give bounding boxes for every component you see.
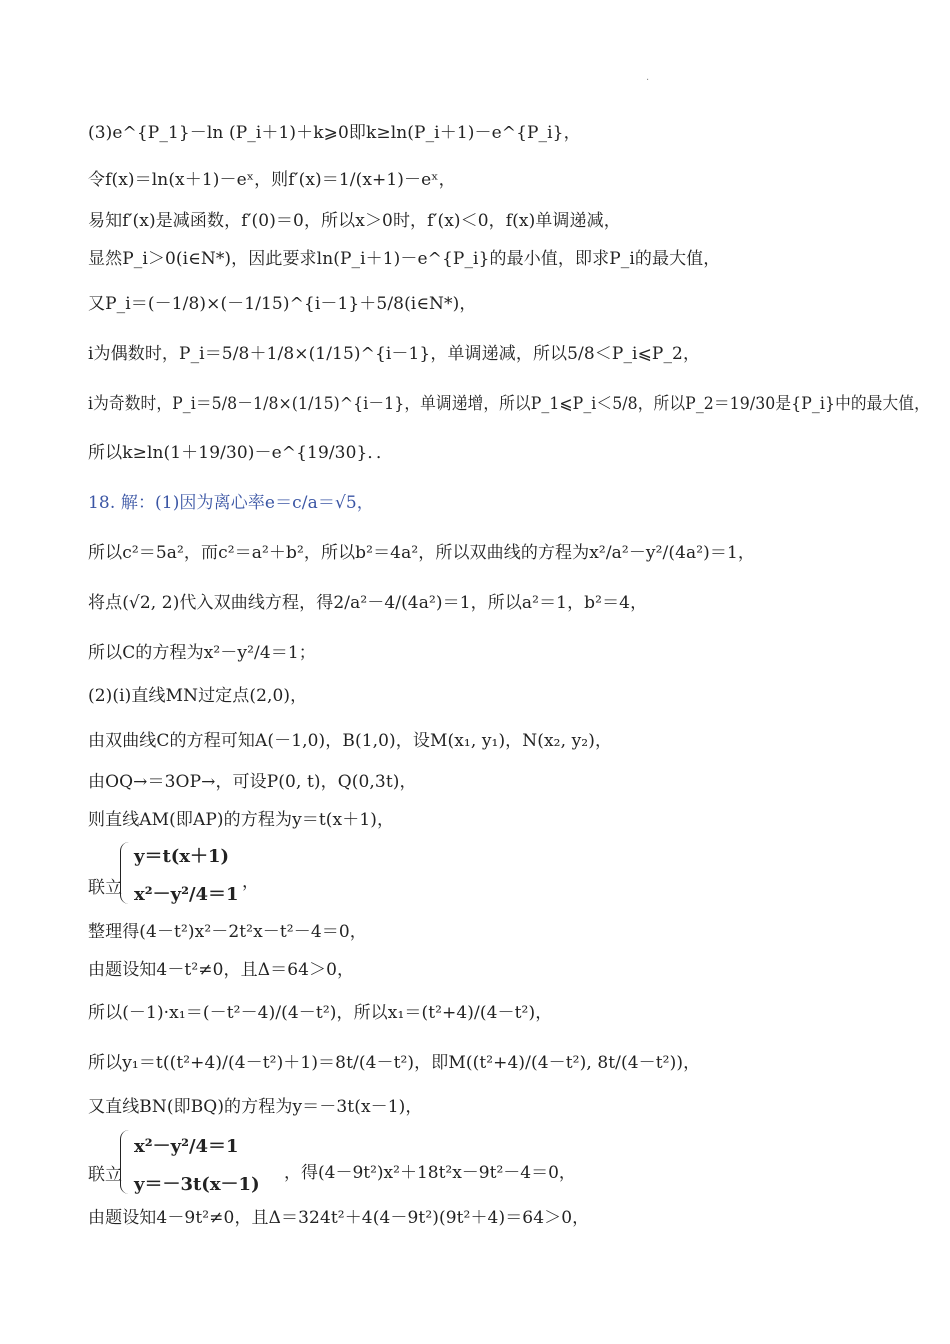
text-line: 整理得(4－t²)x²－2t²x－t²－4＝0， <box>88 922 367 942</box>
text-line: 由题设知4－9t²≠0，且Δ＝324t²＋4(4－9t²)(9t²＋4)＝64＞0， <box>88 1208 590 1228</box>
text-line: 则直线AM(即AP)的方程为y＝t(x＋1)， <box>88 810 395 830</box>
header-dot: . <box>646 72 650 83</box>
problem-18-heading: 18. 解：(1)因为离心率e＝c/a＝√5， <box>88 493 374 513</box>
text-line: 易知f′(x)是减函数，f′(0)＝0，所以x＞0时，f′(x)＜0，f(x)单调递减， <box>88 211 621 231</box>
text-line: 所以k≥ln(1＋19/30)－e^{19/30}．． <box>88 443 394 463</box>
text-line: 显然P_i＞0(i∈N*)，因此要求ln(P_i＋1)－e^{P_i}的最小值，即求P_i的最大值， <box>88 249 721 269</box>
system-tail: ，得(4－9t²)x²＋18t²x－9t²－4＝0， <box>284 1163 576 1183</box>
text-line: 由OQ→＝3OP→，可设P(0, t)，Q(0,3t)， <box>88 772 417 792</box>
system-label: 联立 <box>88 878 122 898</box>
text-line: (2)(i)直线MN过定点(2,0)， <box>88 686 308 706</box>
system-tail: ， <box>242 872 259 892</box>
left-brace <box>120 842 135 904</box>
text-line: i为偶数时，P_i＝5/8＋1/8×(1/15)^{i－1}，单调递减，所以5/8＜P_i⩽P_2， <box>88 344 701 364</box>
text-line: 所以C的方程为x²－y²/4＝1； <box>88 643 316 663</box>
text-line: 又P_i＝(－1/8)×(－1/15)^{i－1}＋5/8(i∈N*)， <box>88 294 477 314</box>
text-line: 所以(－1)·x₁＝(－t²－4)/(4－t²)，所以x₁＝(t²+4)/(4－t²)， <box>88 1003 553 1023</box>
text-line: 所以c²＝5a²，而c²＝a²＋b²，所以b²＝4a²，所以双曲线的方程为x²/a²－y²/(4a²)＝1， <box>88 543 756 563</box>
text-line: 由题设知4－t²≠0，且Δ＝64＞0， <box>88 960 355 980</box>
system-equation: y＝t(x＋1) <box>134 846 230 867</box>
text-line: 将点(√2, 2)代入双曲线方程，得2/a²－4/(4a²)＝1，所以a²＝1，b²＝4， <box>88 593 648 613</box>
text-line: 令f(x)＝ln(x＋1)－eˣ，则f′(x)＝1/(x+1)－eˣ， <box>88 170 456 190</box>
system-label: 联立 <box>88 1165 122 1185</box>
text-line: i为奇数时，P_i＝5/8－1/8×(1/15)^{i－1}，单调递增，所以P_1⩽P_i＜5/8，所以P_2＝19/30是{P_i}中的最大值， <box>88 394 930 414</box>
text-line: 由双曲线C的方程可知A(－1,0)，B(1,0)，设M(x₁, y₁)，N(x₂, y₂)， <box>88 731 613 751</box>
system-equation: y＝－3t(x－1) <box>134 1174 260 1195</box>
system-equation: x²－y²/4＝1 <box>134 884 239 905</box>
system-equation: x²－y²/4＝1 <box>134 1136 239 1157</box>
text-line: 所以y₁＝t((t²+4)/(4－t²)＋1)＝8t/(4－t²)，即M((t²+4)/(4－t²), 8t/(4－t²))， <box>88 1053 701 1073</box>
left-brace <box>120 1130 135 1194</box>
text-line: (3)e^{P_1}－ln (P_i＋1)＋k⩾0即k≥ln(P_i＋1)－e^{P_i}， <box>88 123 581 143</box>
text-line: 又直线BN(即BQ)的方程为y＝－3t(x－1)， <box>88 1097 423 1117</box>
